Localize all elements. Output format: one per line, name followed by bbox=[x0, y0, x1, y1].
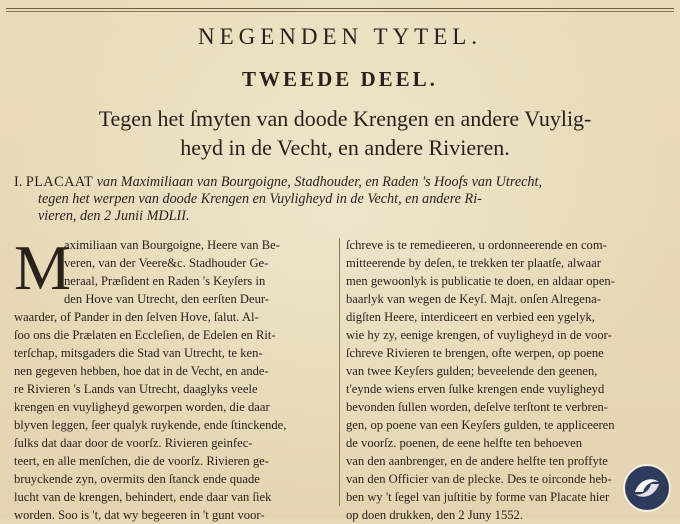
left-column bbox=[14, 232, 332, 524]
left-line: veren, van der Veere&c. Stadhouder Ge- bbox=[64, 256, 269, 270]
left-line: bruyckende zyn, overmits den ſtanck ende quade bbox=[14, 472, 260, 486]
right-line: ſchreve Rivieren te brengen, ofte werpen, op poene bbox=[346, 346, 604, 360]
left-line: blyven leggen, ſeer qualyk ruykende, ende ſtinckende, bbox=[14, 418, 287, 432]
left-line: krengen en vuyligheyd geworpen worden, die daar bbox=[14, 400, 270, 414]
right-line: ben wy 't ſegel van juſtitie by forme van Placate hier bbox=[346, 490, 610, 504]
placaat-label: PLACAAT bbox=[25, 174, 94, 190]
placaat-desc-3: vieren, den 2 Junii MDLII. bbox=[38, 208, 190, 224]
placaat-desc-2: tegen het werpen van doode Krengen en Vuyligheyd in de Vecht, en andere Ri- bbox=[38, 191, 482, 207]
right-line: t'eynde wiens erven ſulke krengen ende vuyligheyd bbox=[346, 382, 605, 396]
left-line: nen gegeven hebben, hoe dat in de Vecht, en ande- bbox=[14, 364, 269, 378]
left-line: waarder, of Pander in den ſelven Hove, ſalut. Al- bbox=[14, 310, 259, 324]
placaat-heading bbox=[14, 174, 670, 225]
right-line: men gewoonlyk is publicatie te doen, en aldaar open- bbox=[346, 274, 615, 288]
circular-wave-logo-icon bbox=[625, 466, 669, 510]
right-line: van den Officier van de plecke. Des te oirconde heb- bbox=[346, 472, 612, 486]
left-line: teert, en alle menſchen, die de voorſz. Rivieren ge- bbox=[14, 454, 269, 468]
subject-line-2: heyd in de Vecht, en andere Rivieren. bbox=[180, 135, 510, 160]
left-line: lucht van de krengen, behindert, ende daar van ſiek bbox=[14, 490, 272, 504]
placaat-line-1 bbox=[14, 174, 670, 191]
left-line: ſulks dat daar door de voorſz. Rivieren geinfec- bbox=[14, 436, 253, 450]
right-line: bevonden ſullen worden, deſelve terſtont te verbren- bbox=[346, 400, 608, 414]
right-line: gen, op poene van een Keyſers gulden, te appliceeren bbox=[346, 418, 615, 432]
subject-line-1: Tegen het ſmyten van doode Krengen en andere Vuylig- bbox=[98, 106, 592, 131]
right-line: ſchreve is te remedieeren, u ordonneerende en com- bbox=[346, 238, 607, 252]
page-title: NEGENDEN TYTEL. bbox=[197, 24, 483, 49]
right-column bbox=[346, 236, 668, 524]
column-divider bbox=[339, 238, 340, 506]
right-line: de voorſz. poenen, de eene helfte ten behoeven bbox=[346, 436, 583, 450]
left-line: worden. Soo is 't, dat wy begeeren in 't gunt voor- bbox=[14, 508, 265, 522]
top-rule bbox=[6, 8, 674, 9]
right-line: op doen drukken, den 2 Juny 1552. bbox=[346, 508, 523, 522]
subject-heading bbox=[40, 104, 650, 162]
right-line: van den aanbrenger, en de andere helfte ten proffyte bbox=[346, 454, 608, 468]
right-line: baarlyk van wegen de Keyſ. Majt. onſen Alregena- bbox=[346, 292, 601, 306]
left-line: ſoo ons die Prælaten en Eccleſien, de Edelen en Rit- bbox=[14, 328, 276, 342]
top-rule-inner bbox=[6, 11, 674, 12]
left-line: neraal, Præſident en Raden 's Keyſers in bbox=[64, 274, 266, 288]
left-line: terſchap, mitsgaders die Stad van Utrecht, te ken- bbox=[14, 346, 263, 360]
dropcap-letter: M bbox=[14, 232, 71, 303]
left-line: re Rivieren 's Lands van Utrecht, daaglyks veele bbox=[14, 382, 258, 396]
placaat-number: I. bbox=[14, 174, 23, 190]
left-line: den Hove van Utrecht, den eerſten Deur- bbox=[64, 292, 270, 306]
right-line: wie hy zy, eenige krengen, of vuyligheyd in de voor- bbox=[346, 328, 612, 342]
right-line: van twee Keyſers gulden; beveelende den geenen, bbox=[346, 364, 598, 378]
left-line: aximiliaan van Bourgoigne, Heere van Be- bbox=[64, 238, 280, 252]
placaat-desc-1: van Maximiliaan van Bourgoigne, Stadhouder, en Raden 's Hoofs van Utrecht, bbox=[96, 174, 543, 190]
right-line: digſten Heere, interdiceert en verbied een ygelyk, bbox=[346, 310, 595, 324]
section-subtitle: TWEEDE DEEL. bbox=[242, 67, 438, 91]
right-line: mitteerende by deſen, te trekken ter plaatſe, alwaar bbox=[346, 256, 601, 270]
